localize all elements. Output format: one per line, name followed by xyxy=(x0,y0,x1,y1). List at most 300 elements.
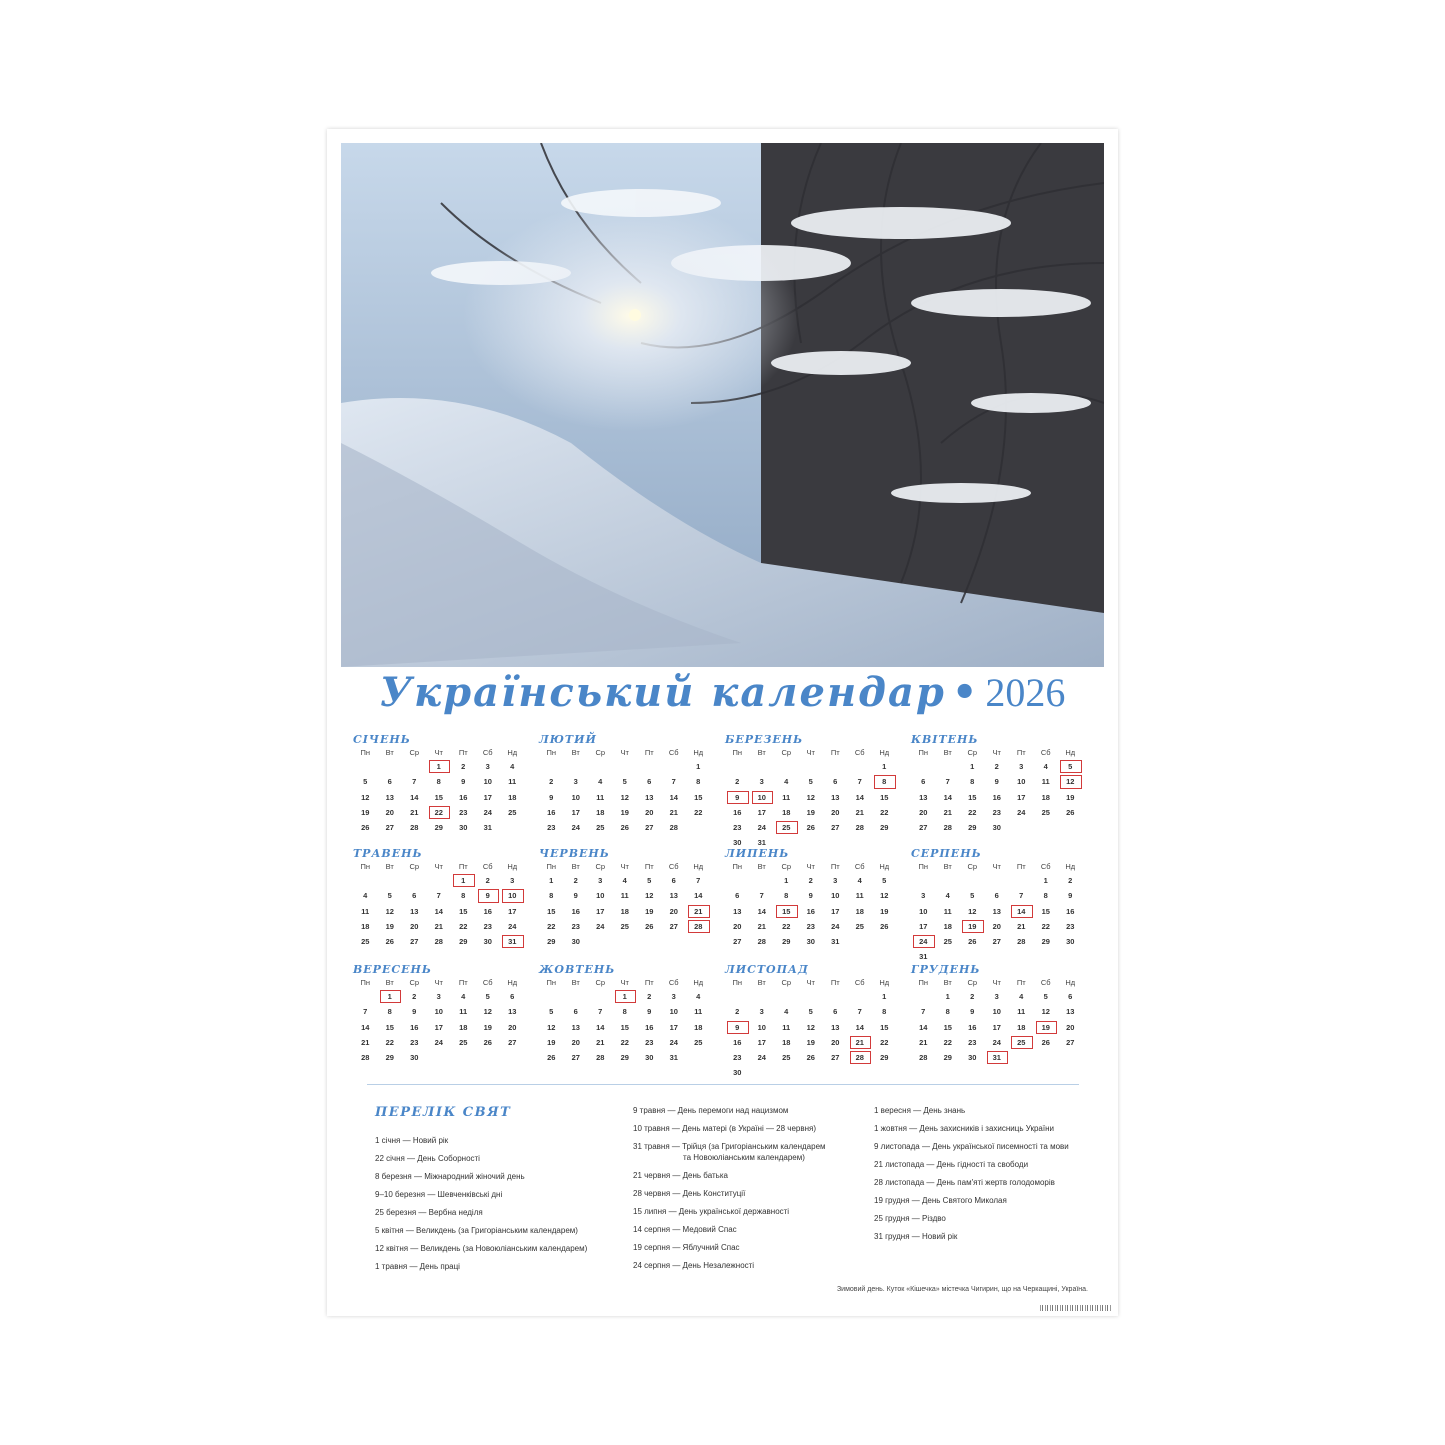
weekday-header: Чт xyxy=(806,748,815,757)
month-2 xyxy=(539,733,711,835)
month-4 xyxy=(911,733,1083,835)
holiday-day: 22 xyxy=(427,805,452,820)
title-year: 2026 xyxy=(985,670,1066,715)
day: 14 xyxy=(943,792,952,802)
empty-cell xyxy=(911,873,936,888)
day: 14 xyxy=(694,891,703,901)
day: 26 xyxy=(968,937,977,947)
day: 8 xyxy=(549,891,554,901)
day: 21 xyxy=(1017,921,1026,931)
holidays-column-1 xyxy=(375,1135,587,1279)
holiday-day: 1 xyxy=(378,989,403,1004)
day: 10 xyxy=(596,891,605,901)
day: 11 xyxy=(1041,777,1050,787)
day: 6 xyxy=(735,891,740,901)
empty-cell xyxy=(637,759,662,774)
day: 23 xyxy=(459,807,468,817)
day: 24 xyxy=(483,807,492,817)
holiday-item: 25 грудня — Різдво xyxy=(874,1214,946,1223)
weekday-header: Нд xyxy=(693,978,704,987)
holiday-day: 25 xyxy=(1009,1035,1034,1050)
day: 15 xyxy=(880,1022,889,1032)
day: 6 xyxy=(412,891,417,901)
weekday-header: Ср xyxy=(409,748,420,757)
day: 11 xyxy=(782,1022,791,1032)
day: 8 xyxy=(436,777,441,787)
day: 11 xyxy=(1017,1007,1026,1017)
day: 16 xyxy=(571,906,580,916)
day: 16 xyxy=(483,906,492,916)
weekday-header: Сб xyxy=(1040,978,1051,987)
day: 15 xyxy=(385,1022,394,1032)
day: 20 xyxy=(645,807,654,817)
day: 1 xyxy=(882,762,887,771)
month-5 xyxy=(353,847,525,949)
weekday-header: Чт xyxy=(434,862,443,871)
day: 16 xyxy=(410,1022,419,1032)
day: 15 xyxy=(1041,906,1050,916)
day: 21 xyxy=(669,807,678,817)
weekday-header: Пт xyxy=(1016,748,1026,757)
day: 20 xyxy=(919,807,928,817)
winter-forest-photo xyxy=(341,143,1104,667)
day: 5 xyxy=(882,876,887,885)
empty-cell xyxy=(588,989,613,1004)
day: 13 xyxy=(733,906,742,916)
weekday-header: Пн xyxy=(918,748,929,757)
day: 1 xyxy=(882,992,887,1001)
day: 8 xyxy=(696,777,701,787)
day: 9 xyxy=(549,792,554,802)
holiday-item: 1 вересня — День знань xyxy=(874,1106,966,1115)
weekday-header: Вт xyxy=(571,862,580,871)
day: 3 xyxy=(598,876,603,885)
empty-cell xyxy=(985,873,1010,888)
day: 10 xyxy=(831,891,840,901)
day: 4 xyxy=(598,777,603,787)
day: 28 xyxy=(757,937,766,947)
holiday-day: 1 xyxy=(451,873,476,888)
holiday-day: 10 xyxy=(500,888,525,903)
weekday-header: Пн xyxy=(918,978,929,987)
weekday-header: Ср xyxy=(967,748,978,757)
month-name: ЛИПЕНЬ xyxy=(725,847,790,860)
day: 3 xyxy=(671,992,676,1001)
month-grid xyxy=(725,747,897,851)
day: 23 xyxy=(547,823,556,833)
weekday-header: Чт xyxy=(992,978,1001,987)
day: 12 xyxy=(806,1022,815,1032)
weekday-header: Пн xyxy=(732,978,743,987)
day: 2 xyxy=(647,992,652,1001)
weekday-header: Вт xyxy=(943,748,952,757)
day: 20 xyxy=(1066,1022,1075,1032)
empty-cell xyxy=(378,759,403,774)
day: 25 xyxy=(855,921,864,931)
weekday-header: Чт xyxy=(620,862,629,871)
holiday-item: 22 січня — День Соборності xyxy=(375,1154,480,1163)
day: 12 xyxy=(1041,1007,1050,1017)
day: 28 xyxy=(669,823,678,833)
day: 16 xyxy=(547,807,556,817)
day: 6 xyxy=(994,891,999,901)
day: 13 xyxy=(645,792,654,802)
day: 26 xyxy=(385,937,394,947)
day: 4 xyxy=(1019,992,1024,1001)
day: 30 xyxy=(992,823,1001,833)
day: 29 xyxy=(385,1053,394,1063)
holiday-day: 19 xyxy=(960,919,985,934)
month-grid xyxy=(539,861,711,949)
holiday-day: 1 xyxy=(613,989,638,1004)
month-grid xyxy=(539,747,711,835)
day: 26 xyxy=(483,1037,492,1047)
weekday-header: Нд xyxy=(879,862,890,871)
holidays-title: ПЕРЕЛІК СВЯТ xyxy=(375,1105,512,1120)
day: 20 xyxy=(385,807,394,817)
day: 25 xyxy=(508,807,517,817)
day: 12 xyxy=(968,906,977,916)
day: 30 xyxy=(733,1068,742,1078)
day: 30 xyxy=(733,838,742,848)
day: 6 xyxy=(510,992,515,1001)
weekday-header: Чт xyxy=(620,978,629,987)
day: 8 xyxy=(461,891,466,901)
day: 26 xyxy=(547,1053,556,1063)
day: 11 xyxy=(596,792,605,802)
empty-cell xyxy=(662,759,687,774)
day: 17 xyxy=(992,1022,1001,1032)
day: 15 xyxy=(434,792,443,802)
weekday-header: Пн xyxy=(360,978,371,987)
empty-cell xyxy=(353,759,378,774)
day: 20 xyxy=(733,921,742,931)
day: 2 xyxy=(485,876,490,885)
month-grid xyxy=(911,977,1083,1065)
day: 28 xyxy=(434,937,443,947)
day: 7 xyxy=(921,1007,926,1017)
day: 17 xyxy=(831,906,840,916)
holidays-column-3 xyxy=(874,1105,1069,1249)
day: 27 xyxy=(669,921,678,931)
weekday-header: Ср xyxy=(781,748,792,757)
empty-cell xyxy=(725,873,750,888)
month-8 xyxy=(911,847,1083,965)
day: 18 xyxy=(782,1037,791,1047)
day: 16 xyxy=(459,792,468,802)
holiday-day: 21 xyxy=(686,904,711,919)
weekday-header: Пн xyxy=(546,748,557,757)
weekday-header: Чт xyxy=(992,862,1001,871)
day: 2 xyxy=(461,762,466,771)
day: 30 xyxy=(645,1053,654,1063)
weekday-header: Пт xyxy=(458,748,468,757)
month-name: ГРУДЕНЬ xyxy=(911,963,981,976)
holiday-day: 10 xyxy=(750,790,775,805)
day: 10 xyxy=(919,906,928,916)
holiday-day: 28 xyxy=(686,919,711,934)
weekday-header: Сб xyxy=(854,862,865,871)
holiday-day: 1 xyxy=(427,759,452,774)
empty-cell xyxy=(378,873,403,888)
empty-cell xyxy=(402,759,427,774)
day: 17 xyxy=(757,1037,766,1047)
day: 10 xyxy=(571,792,580,802)
weekday-header: Сб xyxy=(482,862,493,871)
day: 28 xyxy=(410,823,419,833)
day: 23 xyxy=(806,921,815,931)
day: 7 xyxy=(412,777,417,787)
day: 23 xyxy=(733,1053,742,1063)
weekday-header: Пн xyxy=(918,862,929,871)
holiday-line: та Новоюліанським календарем) xyxy=(683,1153,805,1162)
month-grid xyxy=(725,977,897,1081)
day: 4 xyxy=(622,876,627,885)
weekday-header: Пн xyxy=(732,862,743,871)
day: 7 xyxy=(436,891,441,901)
day: 12 xyxy=(620,792,629,802)
day: 8 xyxy=(945,1007,950,1017)
holidays-column-2 xyxy=(633,1105,826,1278)
day: 7 xyxy=(363,1007,368,1017)
empty-cell xyxy=(799,759,824,774)
day: 17 xyxy=(508,906,517,916)
month-3 xyxy=(725,733,897,851)
day: 14 xyxy=(596,1022,605,1032)
day: 2 xyxy=(573,876,578,885)
day: 27 xyxy=(508,1037,517,1047)
day: 30 xyxy=(1066,937,1075,947)
day: 29 xyxy=(459,937,468,947)
day: 4 xyxy=(1043,762,1048,771)
weekday-header: Ср xyxy=(781,978,792,987)
day: 11 xyxy=(361,906,370,916)
holiday-item: 14 серпня — Медовий Спас xyxy=(633,1225,737,1234)
month-name: СЕРПЕНЬ xyxy=(911,847,982,860)
day: 28 xyxy=(855,823,864,833)
day: 15 xyxy=(547,906,556,916)
holiday-day: 25 xyxy=(774,820,799,835)
day: 23 xyxy=(992,807,1001,817)
calendar-title xyxy=(341,669,1104,721)
day: 15 xyxy=(880,792,889,802)
weekday-header: Нд xyxy=(879,748,890,757)
holiday-line: 31 травня — Трійця (за Григоріанським календарем xyxy=(633,1142,826,1151)
day: 15 xyxy=(968,792,977,802)
day: 21 xyxy=(757,921,766,931)
day: 21 xyxy=(434,921,443,931)
weekday-header: Пт xyxy=(458,978,468,987)
barcode xyxy=(1040,1305,1112,1311)
day: 1 xyxy=(970,762,975,771)
day: 24 xyxy=(757,1053,766,1063)
empty-cell xyxy=(725,759,750,774)
day: 24 xyxy=(434,1037,443,1047)
holiday-item: 19 серпня — Яблучний Спас xyxy=(633,1243,740,1252)
day: 26 xyxy=(806,1053,815,1063)
empty-cell xyxy=(750,759,775,774)
day: 20 xyxy=(992,921,1001,931)
day: 13 xyxy=(571,1022,580,1032)
day: 2 xyxy=(994,762,999,771)
holiday-item: 5 квітня — Великдень (за Григоріанським календарем) xyxy=(375,1226,578,1235)
empty-cell xyxy=(936,759,961,774)
day: 27 xyxy=(919,823,928,833)
day: 12 xyxy=(645,891,654,901)
holiday-item: 1 січня — Новий рік xyxy=(375,1136,449,1145)
empty-cell xyxy=(960,873,985,888)
weekday-header: Чт xyxy=(992,748,1001,757)
holiday-item: 25 березня — Вербна неділя xyxy=(375,1208,483,1217)
day: 22 xyxy=(880,1037,889,1047)
calendar-poster xyxy=(327,129,1118,1316)
day: 17 xyxy=(757,807,766,817)
divider xyxy=(367,1084,1079,1085)
empty-cell xyxy=(427,873,452,888)
month-grid xyxy=(725,861,897,949)
day: 22 xyxy=(620,1037,629,1047)
day: 8 xyxy=(784,891,789,901)
day: 25 xyxy=(1041,807,1050,817)
day: 13 xyxy=(385,792,394,802)
day: 28 xyxy=(919,1053,928,1063)
day: 5 xyxy=(622,777,627,787)
day: 22 xyxy=(385,1037,394,1047)
day: 29 xyxy=(880,823,889,833)
day: 20 xyxy=(669,906,678,916)
month-grid xyxy=(911,861,1083,965)
weekday-header: Чт xyxy=(620,748,629,757)
weekday-header: Вт xyxy=(571,978,580,987)
day: 6 xyxy=(671,876,676,885)
weekday-header: Сб xyxy=(1040,862,1051,871)
day: 27 xyxy=(410,937,419,947)
month-name: КВІТЕНЬ xyxy=(911,733,979,746)
weekday-header: Нд xyxy=(1065,862,1076,871)
day: 12 xyxy=(361,792,370,802)
day: 30 xyxy=(459,823,468,833)
day: 12 xyxy=(547,1022,556,1032)
holiday-day: 5 xyxy=(1058,759,1083,774)
day: 7 xyxy=(857,777,862,787)
day: 13 xyxy=(831,792,840,802)
day: 22 xyxy=(459,921,468,931)
month-name: ТРАВЕНЬ xyxy=(353,847,423,860)
empty-cell xyxy=(848,759,873,774)
holiday-item: 31 грудня — Новий рік xyxy=(874,1232,958,1241)
day: 11 xyxy=(855,891,864,901)
day: 12 xyxy=(806,792,815,802)
day: 1 xyxy=(784,876,789,885)
holiday-day: 31 xyxy=(500,934,525,949)
day: 10 xyxy=(669,1007,678,1017)
day: 13 xyxy=(410,906,419,916)
month-name: ЖОВТЕНЬ xyxy=(539,963,616,976)
empty-cell xyxy=(774,989,799,1004)
day: 29 xyxy=(434,823,443,833)
day: 18 xyxy=(782,807,791,817)
day: 8 xyxy=(882,1007,887,1017)
weekday-header: Вт xyxy=(757,978,766,987)
photo-caption: Зимовий день. Куток «Кішечка» містечка Чигирин, що на Черкащині, Україна. xyxy=(836,1286,1088,1293)
day: 16 xyxy=(968,1022,977,1032)
month-name: ВЕРЕСЕНЬ xyxy=(353,963,432,976)
day: 3 xyxy=(759,777,764,787)
holiday-item: 1 жовтня — День захисників і захисниць України xyxy=(874,1124,1054,1133)
weekday-header: Вт xyxy=(385,862,394,871)
weekday-header: Сб xyxy=(668,748,679,757)
weekday-header: Вт xyxy=(571,748,580,757)
holiday-item: 9 травня — День перемоги над нацизмом xyxy=(633,1106,789,1115)
holiday-day: 14 xyxy=(1009,904,1034,919)
day: 11 xyxy=(459,1007,468,1017)
month-grid xyxy=(911,747,1083,835)
weekday-header: Пт xyxy=(458,862,468,871)
holiday-item xyxy=(633,1141,826,1170)
day: 13 xyxy=(508,1007,517,1017)
day: 30 xyxy=(483,937,492,947)
day: 30 xyxy=(968,1053,977,1063)
day: 21 xyxy=(361,1037,370,1047)
day: 3 xyxy=(436,992,441,1001)
day: 16 xyxy=(645,1022,654,1032)
holiday-item: 19 грудня — День Святого Миколая xyxy=(874,1196,1007,1205)
day: 12 xyxy=(385,906,394,916)
weekday-header: Ср xyxy=(595,748,606,757)
day: 21 xyxy=(596,1037,605,1047)
day: 19 xyxy=(483,1022,492,1032)
month-name: СІЧЕНЬ xyxy=(353,733,411,746)
empty-cell xyxy=(750,989,775,1004)
day: 19 xyxy=(547,1037,556,1047)
day: 26 xyxy=(620,823,629,833)
day: 19 xyxy=(1066,792,1075,802)
day: 5 xyxy=(549,1007,554,1017)
holiday-item: 28 червня — День Конституції xyxy=(633,1189,746,1198)
day: 18 xyxy=(596,807,605,817)
day: 17 xyxy=(483,792,492,802)
day: 4 xyxy=(510,762,515,771)
day: 2 xyxy=(970,992,975,1001)
day: 22 xyxy=(547,921,556,931)
day: 5 xyxy=(1043,992,1048,1001)
holiday-item: 15 липня — День української державності xyxy=(633,1207,790,1216)
month-7 xyxy=(725,847,897,949)
day: 14 xyxy=(757,906,766,916)
weekday-header: Ср xyxy=(967,978,978,987)
day: 13 xyxy=(831,1022,840,1032)
day: 2 xyxy=(808,876,813,885)
day: 15 xyxy=(620,1022,629,1032)
holiday-item: 12 квітня — Великдень (за Новоюліанським календарем) xyxy=(375,1244,588,1253)
day: 18 xyxy=(1017,1022,1026,1032)
day: 18 xyxy=(361,921,370,931)
day: 23 xyxy=(968,1037,977,1047)
day: 3 xyxy=(921,891,926,901)
weekday-header: Вт xyxy=(943,978,952,987)
weekday-header: Ср xyxy=(409,862,420,871)
day: 22 xyxy=(782,921,791,931)
day: 6 xyxy=(573,1007,578,1017)
day: 8 xyxy=(970,777,975,787)
day: 24 xyxy=(571,823,580,833)
weekday-header: Ср xyxy=(781,862,792,871)
empty-cell xyxy=(911,989,936,1004)
day: 4 xyxy=(784,1007,789,1017)
day: 9 xyxy=(808,891,813,901)
weekday-header: Ср xyxy=(595,978,606,987)
day: 22 xyxy=(1041,921,1050,931)
